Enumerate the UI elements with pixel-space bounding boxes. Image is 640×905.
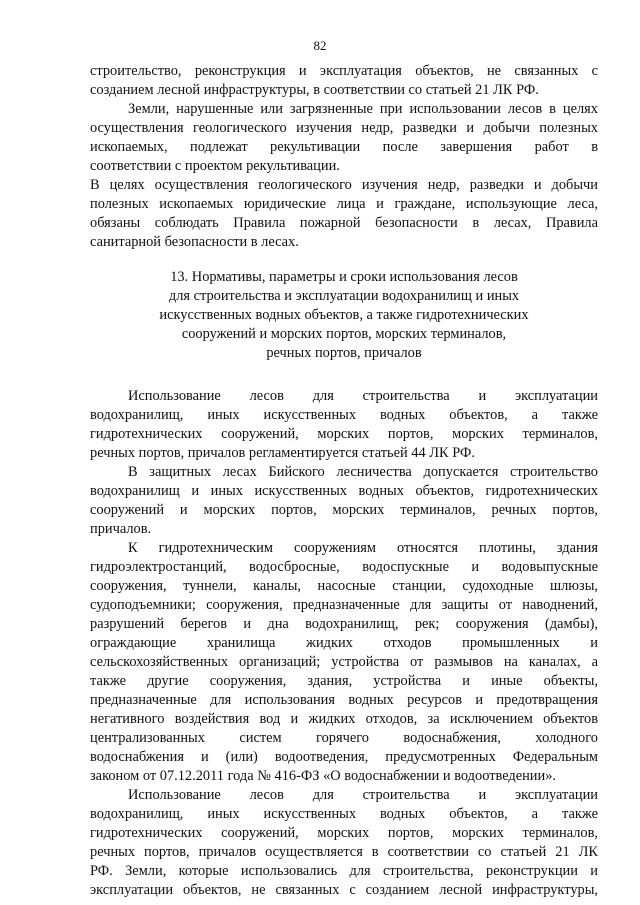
paragraph-protective-forests [90,463,598,539]
document-body [90,62,598,900]
text-line: сооружения, туннели, каналы, насосные станции, судоходные шлюзы, [90,578,598,594]
text-line: законом от 07.12.2011 года № 416-ФЗ «О водоснабжении и водоотведении». [90,768,556,784]
text-line: гидротехнических сооружений, морских портов, морских терминалов, [90,426,598,442]
paragraph-hydraulic-structures [90,539,598,786]
paragraph-reclamation [90,100,598,176]
text-line: судоподъемники; сооружения, предназначенные для защиты от наводнений, [90,597,598,613]
text-line: причалов. [90,521,152,537]
text-line: речных портов, причалов регламентируется статьей 44 ЛК РФ. [90,445,475,461]
text-line: водоснабжения и (или) водоотведения, предусмотренных Федеральным [90,749,598,765]
continued-paragraph [90,62,598,100]
heading-line: речных портов, причалов [266,345,422,361]
text-line: Использование лесов для строительства и эксплуатации [128,787,598,803]
paragraph-regulation [90,387,598,463]
text-line: водохранилищ и иных искусственных водных объектов, гидротехнических [90,483,598,499]
text-line: РФ. Земли, которые использовались для строительства, реконструкции и [90,863,598,879]
text-line: гидротехнических сооружений, морских портов, морских терминалов, [90,825,598,841]
section-heading [90,268,598,363]
text-line: эксплуатации объектов, не связанных с созданием лесной инфраструктуры, [90,882,598,898]
text-line: В целях осуществления геологического изучения недр, разведки и добычи [90,177,598,193]
text-line: водохранилищ, иных искусственных водных объектов, а также [90,407,598,423]
text-line: В защитных лесах Бийского лесничества допускается строительство [128,464,598,480]
paragraph-fire-safety [90,176,598,252]
text-line: осуществления геологического изучения недр, разведки и добычи полезных [90,120,598,136]
text-line: созданием лесной инфраструктуры, в соответствии со статьей 21 ЛК РФ. [90,82,539,98]
heading-line: 13. Нормативы, параметры и сроки использования лесов [170,269,518,285]
text-line: Земли, нарушенные или загрязненные при использовании лесов в целях [128,101,598,117]
text-line: разрушений берегов и дна водохранилищ, рек; сооружения (дамбы), [90,616,598,632]
text-line: сооружений и морских портов, морских терминалов, речных портов, [90,502,598,518]
text-line: ископаемых, подлежат рекультивации после завершения работ в [90,139,598,155]
text-line: водохранилищ, иных искусственных водных объектов, а также [90,806,598,822]
heading-line: сооружений и морских портов, морских терминалов, [181,326,507,342]
text-line: негативного воздействия вод и жидких отходов, за исключением объектов [90,711,598,727]
text-line: Использование лесов для строительства и эксплуатации [128,388,598,404]
text-line: ограждающие хранилища жидких отходов промышленных и [90,635,598,651]
text-line: гидроэлектростанций, водосбросные, водоспускные и водовыпускные [90,559,598,575]
text-line: речных портов, причалов осуществляется в соответствии со статьей 21 ЛК [90,844,598,860]
paragraph-article-21 [90,786,598,900]
text-line: санитарной безопасности в лесах. [90,234,299,250]
text-line: соответствии с проектом рекультивации. [90,158,340,174]
heading-line: для строительства и эксплуатации водохранилищ и иных [168,288,520,304]
heading-line: искусственных водных объектов, а также гидротехнических [159,307,529,323]
text-line: предназначенные для использования водных ресурсов и предотвращения [90,692,598,708]
page-number: 82 [313,38,327,53]
text-line: строительство, реконструкция и эксплуатация объектов, не связанных с [90,63,598,79]
text-line: полезных ископаемых юридические лица и граждане, использующие леса, [90,196,598,212]
text-line: К гидротехническим сооружениям относятся плотины, здания [128,540,598,556]
text-line: сельскохозяйственных организаций; устройства от размывов на каналах, а [90,654,598,670]
text-line: обязаны соблюдать Правила пожарной безопасности в лесах, Правила [90,215,598,231]
text-line: централизованных систем горячего водоснабжения, холодного [90,730,598,746]
text-line: также другие сооружения, здания, устройства и иные объекты, [90,673,598,689]
